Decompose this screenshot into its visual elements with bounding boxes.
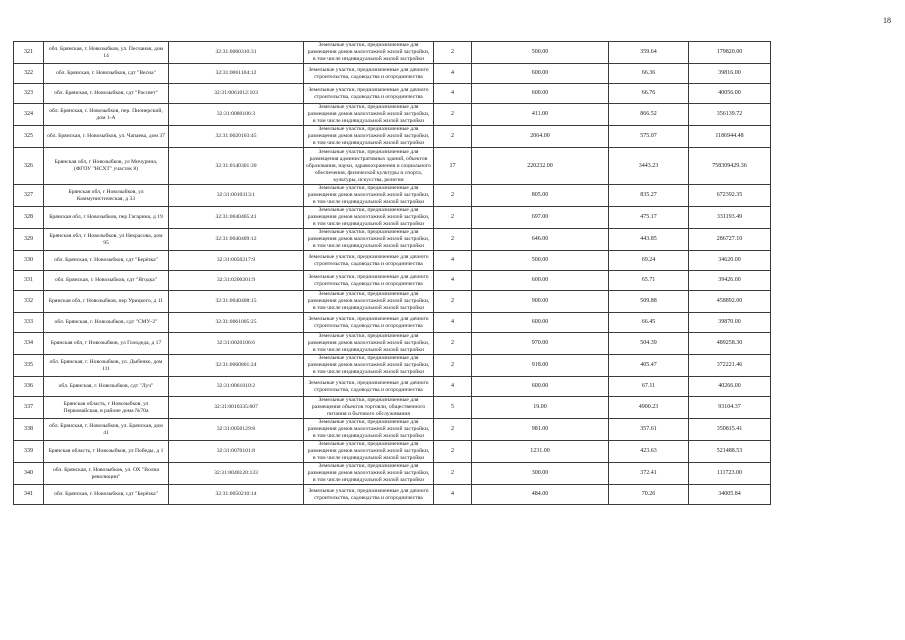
row-number-cell: 331 [14, 271, 44, 291]
land-use-cell: Земельные участки, предназначенные для размещения домов малоэтажной жилой застройки, в том числе индивидуальной жилой застройки [304, 229, 434, 251]
area-cell: 484.00 [472, 485, 609, 505]
area-cell: 1231.00 [472, 441, 609, 463]
cadastral-value-cell: 350815.41 [689, 419, 771, 441]
category-cell: 2 [434, 42, 472, 64]
address-cell: Брянская обл, г Новозыбков, ул Коммунистическая, д 33 [44, 185, 169, 207]
cadastral-value-cell: 40266.00 [689, 377, 771, 397]
unit-value-cell: 423.63 [609, 441, 689, 463]
unit-value-cell: 4900.23 [609, 397, 689, 419]
cadastral-value-cell: 1186944.48 [689, 126, 771, 148]
row-number-cell: 328 [14, 207, 44, 229]
table-row [14, 419, 893, 441]
cadastral-number-cell: 32:31:0061005:25 [169, 313, 304, 333]
area-cell: 220232.00 [472, 148, 609, 185]
table-body [14, 42, 893, 505]
address-cell: обл. Брянская, г. Новозыбков, сдт "Ягодка" [44, 271, 169, 291]
area-cell: 19.00 [472, 397, 609, 419]
category-cell: 2 [434, 419, 472, 441]
land-use-cell: Земельные участки, предназначенные для размещения домов малоэтажной жилой застройки, в том числе индивидуальной жилой застройки [304, 104, 434, 126]
area-cell: 970.00 [472, 333, 609, 355]
address-cell: обл. Брянская, г. Новозыбков, сдт "Берёзка" [44, 485, 169, 505]
unit-value-cell: 66.76 [609, 84, 689, 104]
cadastral-value-cell: 39870.00 [689, 313, 771, 333]
address-cell: обл. Брянская, г. Новозыбков, ул. Дыбенко, дом 111 [44, 355, 169, 377]
land-use-cell: Земельные участки, предназначенные для размещения домов малоэтажной жилой застройки, в том числе индивидуальной жилой застройки [304, 126, 434, 148]
area-cell: 981.00 [472, 419, 609, 441]
cadastral-number-cell: 32:31:0040405:41 [169, 207, 304, 229]
unit-value-cell: 359.64 [609, 42, 689, 64]
address-cell: Брянская область, г Новозыбков, ул Победы, д 1 [44, 441, 169, 463]
table-row [14, 207, 893, 229]
address-cell: Брянская обл, г Новозыбков, пер Гагарина, д 19 [44, 207, 169, 229]
cadastral-value-cell: 39816.00 [689, 64, 771, 84]
cadastral-value-cell: 40056.00 [689, 84, 771, 104]
category-cell: 4 [434, 64, 472, 84]
row-number-cell: 329 [14, 229, 44, 251]
category-cell: 2 [434, 229, 472, 251]
cadastral-value-cell: 489258.30 [689, 333, 771, 355]
land-use-cell: Земельные участки, предназначенные для размещения домов малоэтажной жилой застройки, в том числе индивидуальной жилой застройки [304, 441, 434, 463]
unit-value-cell: 475.17 [609, 207, 689, 229]
unit-value-cell: 69.24 [609, 251, 689, 271]
land-use-cell: Земельные участки, предназначенные для дачного строительства, садоводства и огородничества [304, 485, 434, 505]
area-cell: 600.00 [472, 64, 609, 84]
cadastral-value-cell: 39426.00 [689, 271, 771, 291]
category-cell: 4 [434, 377, 472, 397]
unit-value-cell: 65.71 [609, 271, 689, 291]
cadastral-number-cell: 32:31:0061010:2 [169, 377, 304, 397]
area-cell: 600.00 [472, 84, 609, 104]
table-row [14, 185, 893, 207]
table-row [14, 377, 893, 397]
unit-value-cell: 866.52 [609, 104, 689, 126]
row-number-cell: 335 [14, 355, 44, 377]
table-row [14, 397, 893, 419]
area-cell: 500.00 [472, 251, 609, 271]
area-cell: 900.00 [472, 291, 609, 313]
row-number-cell: 333 [14, 313, 44, 333]
table-row [14, 229, 893, 251]
table-row [14, 126, 893, 148]
table-row [14, 463, 893, 485]
unit-value-cell: 66.36 [609, 64, 689, 84]
address-cell: обл. Брянская, г. Новозыбков, сдт "Берёзка" [44, 251, 169, 271]
table-row [14, 84, 893, 104]
unit-value-cell: 504.39 [609, 333, 689, 355]
category-cell: 2 [434, 291, 472, 313]
row-number-cell: 321 [14, 42, 44, 64]
address-cell: обл. Брянская, г. Новозыбков, пер. Пионерский, дом 1-А [44, 104, 169, 126]
category-cell: 5 [434, 397, 472, 419]
cadastral-number-cell: 32:31:0070101:8 [169, 441, 304, 463]
area-cell: 918.00 [472, 355, 609, 377]
area-cell: 805.00 [472, 185, 609, 207]
land-use-cell: Земельные участки, предназначенные для дачного строительства, садоводства и огородничества [304, 377, 434, 397]
category-cell: 17 [434, 148, 472, 185]
land-use-cell: Земельные участки, предназначенные для дачного строительства, садоводства и огородничества [304, 64, 434, 84]
category-cell: 4 [434, 84, 472, 104]
row-number-cell: 337 [14, 397, 44, 419]
row-number-cell: 327 [14, 185, 44, 207]
unit-value-cell: 405.47 [609, 355, 689, 377]
cadastral-number-cell: 32:31:0200201:9 [169, 271, 304, 291]
row-number-cell: 332 [14, 291, 44, 313]
cadastral-number-cell: 32:31:0140301:30 [169, 148, 304, 185]
cadastral-number-cell: 32:31:0040409:12 [169, 229, 304, 251]
cadastral-value-cell: 356139.72 [689, 104, 771, 126]
cadastral-value-cell: 331193.49 [689, 207, 771, 229]
row-number-cell: 341 [14, 485, 44, 505]
area-cell: 600.00 [472, 377, 609, 397]
table-row [14, 251, 893, 271]
address-cell: обл. Брянская, г. Новозыбков, сдт "Рассвет" [44, 84, 169, 104]
cadastral-number-cell: 32:31:0010335:607 [169, 397, 304, 419]
land-use-cell: Земельные участки, предназначенные для дачного строительства, садоводства и огородничества [304, 84, 434, 104]
row-number-cell: 339 [14, 441, 44, 463]
cadastral-number-cell: 32:31:0080106:3 [169, 104, 304, 126]
row-number-cell: 340 [14, 463, 44, 485]
table-row [14, 333, 893, 355]
row-number-cell: 324 [14, 104, 44, 126]
category-cell: 4 [434, 485, 472, 505]
cadastral-value-cell: 179820.00 [689, 42, 771, 64]
page-number: 18 [883, 16, 891, 25]
land-use-cell: Земельные участки, предназначенные для размещения объектов торговли, общественного питания и бытового обслуживания [304, 397, 434, 419]
land-use-cell: Земельные участки, предназначенные для дачного строительства, садоводства и огородничества [304, 251, 434, 271]
row-number-cell: 322 [14, 64, 44, 84]
category-cell: 4 [434, 313, 472, 333]
land-use-cell: Земельные участки, предназначенные для дачного строительства, садоводства и огородничества [304, 271, 434, 291]
address-cell: обл. Брянская, г. Новозыбков, сдт "Луч" [44, 377, 169, 397]
land-use-cell: Земельные участки, предназначенные для размещения домов малоэтажной жилой застройки, в том числе индивидуальной жилой застройки [304, 291, 434, 313]
cadastral-number-cell: 32:31:0061104:12 [169, 64, 304, 84]
address-cell: обл. Брянская, г. Новозыбков, ул. Песчаная, дом 14 [44, 42, 169, 64]
land-use-cell: Земельные участки, предназначенные для размещения домов малоэтажной жилой застройки, в том числе индивидуальной жилой застройки [304, 355, 434, 377]
table-row [14, 291, 893, 313]
land-plots-table [13, 41, 893, 505]
address-cell: обл. Брянская, г. Новозыбков, ул. Чапаева, дом 37 [44, 126, 169, 148]
table-row [14, 441, 893, 463]
area-cell: 500.00 [472, 42, 609, 64]
cadastral-number-cell: 32:31:0040408:15 [169, 291, 304, 313]
address-cell: обл. Брянская, г. Новозыбков, сдт "СМУ-2" [44, 313, 169, 333]
row-number-cell: 334 [14, 333, 44, 355]
cadastral-value-cell: 111723.00 [689, 463, 771, 485]
address-cell: Брянская обл, г Новозыбков, пер Урицкого, д 11 [44, 291, 169, 313]
unit-value-cell: 70.26 [609, 485, 689, 505]
cadastral-number-cell: 32:31:0010313:1 [169, 185, 304, 207]
table-row [14, 355, 893, 377]
table-row [14, 148, 893, 185]
table-row [14, 42, 893, 64]
cadastral-number-cell: 32:31:0060310:31 [169, 42, 304, 64]
cadastral-number-cell: 32:31:0040120:133 [169, 463, 304, 485]
land-use-cell: Земельные участки, предназначенные для размещения домов малоэтажной жилой застройки, в том числе индивидуальной жилой застройки [304, 419, 434, 441]
cadastral-value-cell: 372221.46 [689, 355, 771, 377]
address-cell: обл. Брянская, г. Новозыбков, ул. Брянская, дом 41 [44, 419, 169, 441]
land-use-cell: Земельные участки, предназначенные для размещения домов малоэтажной жилой застройки, в том числе индивидуальной жилой застройки [304, 42, 434, 64]
table-row [14, 271, 893, 291]
cadastral-number-cell: 32:31:0020106:6 [169, 333, 304, 355]
table-row [14, 64, 893, 84]
category-cell: 2 [434, 104, 472, 126]
cadastral-value-cell: 34620.00 [689, 251, 771, 271]
row-number-cell: 326 [14, 148, 44, 185]
table-row [14, 485, 893, 505]
unit-value-cell: 372.41 [609, 463, 689, 485]
row-number-cell: 323 [14, 84, 44, 104]
row-number-cell: 338 [14, 419, 44, 441]
area-cell: 646.00 [472, 229, 609, 251]
land-use-cell: Земельные участки, предназначенные для дачного строительства, садоводства и огородничества [304, 313, 434, 333]
area-cell: 600.00 [472, 313, 609, 333]
unit-value-cell: 443.85 [609, 229, 689, 251]
area-cell: 600.00 [472, 271, 609, 291]
land-use-cell: Земельные участки, предназначенные для размещения домов малоэтажной жилой застройки, в том числе индивидуальной жилой застройки [304, 207, 434, 229]
area-cell: 2064.00 [472, 126, 609, 148]
category-cell: 2 [434, 441, 472, 463]
address-cell: Брянская обл, г Новозыбков, ул Голодеда, д 17 [44, 333, 169, 355]
cadastral-number-cell: 32:31:0060801:24 [169, 355, 304, 377]
cadastral-number-cell: 32:31:0020103:45 [169, 126, 304, 148]
row-number-cell: 336 [14, 377, 44, 397]
area-cell: 300.00 [472, 463, 609, 485]
unit-value-cell: 67.11 [609, 377, 689, 397]
cadastral-number-cell: 32:31:0050210:14 [169, 485, 304, 505]
address-cell: Брянская обл, г Новозыбков, ул Мичурина, (ФГОУ "НСХТ" участок 8) [44, 148, 169, 185]
category-cell: 2 [434, 355, 472, 377]
area-cell: 411.00 [472, 104, 609, 126]
unit-value-cell: 66.45 [609, 313, 689, 333]
cadastral-value-cell: 521488.53 [689, 441, 771, 463]
row-number-cell: 325 [14, 126, 44, 148]
address-cell: обл. Брянская, г. Новозыбков, сдт "Весна" [44, 64, 169, 84]
cadastral-value-cell: 34005.84 [689, 485, 771, 505]
cadastral-number-cell: 32:31:0050217:9 [169, 251, 304, 271]
cadastral-value-cell: 758309429.36 [689, 148, 771, 185]
row-number-cell: 330 [14, 251, 44, 271]
unit-value-cell: 509.88 [609, 291, 689, 313]
area-cell: 697.00 [472, 207, 609, 229]
address-cell: Брянская область, г Новозыбков, ул Первомайская, в районе дома №70а [44, 397, 169, 419]
table-row [14, 104, 893, 126]
land-use-cell: Земельные участки, предназначенные для размещения домов малоэтажной жилой застройки, в том числе индивидуальной жилой застройки [304, 463, 434, 485]
category-cell: 4 [434, 271, 472, 291]
category-cell: 4 [434, 251, 472, 271]
unit-value-cell: 357.61 [609, 419, 689, 441]
cadastral-value-cell: 286727.10 [689, 229, 771, 251]
address-cell: обл. Брянская, г. Новозыбков, ул. ОХ "Волна революции" [44, 463, 169, 485]
cadastral-number-cell: 32:31:0050129:8 [169, 419, 304, 441]
table-row [14, 313, 893, 333]
cadastral-value-cell: 672392.35 [689, 185, 771, 207]
category-cell: 2 [434, 126, 472, 148]
land-use-cell: Земельные участки, предназначенные для размещения домов малоэтажной жилой застройки, в том числе индивидуальной жилой застройки [304, 185, 434, 207]
unit-value-cell: 835.27 [609, 185, 689, 207]
category-cell: 2 [434, 185, 472, 207]
cadastral-value-cell: 93104.37 [689, 397, 771, 419]
cadastral-number-cell: 32:31:0061012:103 [169, 84, 304, 104]
land-use-cell: Земельные участки, предназначенные для размещения административных зданий, объектов образования, науки, здравоохранения и социального обеспечения, физической культуры и спорта, культуры, искусства, религии [304, 148, 434, 185]
unit-value-cell: 3443.23 [609, 148, 689, 185]
land-use-cell: Земельные участки, предназначенные для размещения домов малоэтажной жилой застройки, в том числе индивидуальной жилой застройки [304, 333, 434, 355]
address-cell: Брянская обл, г Новозыбков, ул Некрасова, дом 95 [44, 229, 169, 251]
category-cell: 2 [434, 207, 472, 229]
cadastral-value-cell: 458892.00 [689, 291, 771, 313]
category-cell: 2 [434, 463, 472, 485]
category-cell: 2 [434, 333, 472, 355]
unit-value-cell: 575.07 [609, 126, 689, 148]
